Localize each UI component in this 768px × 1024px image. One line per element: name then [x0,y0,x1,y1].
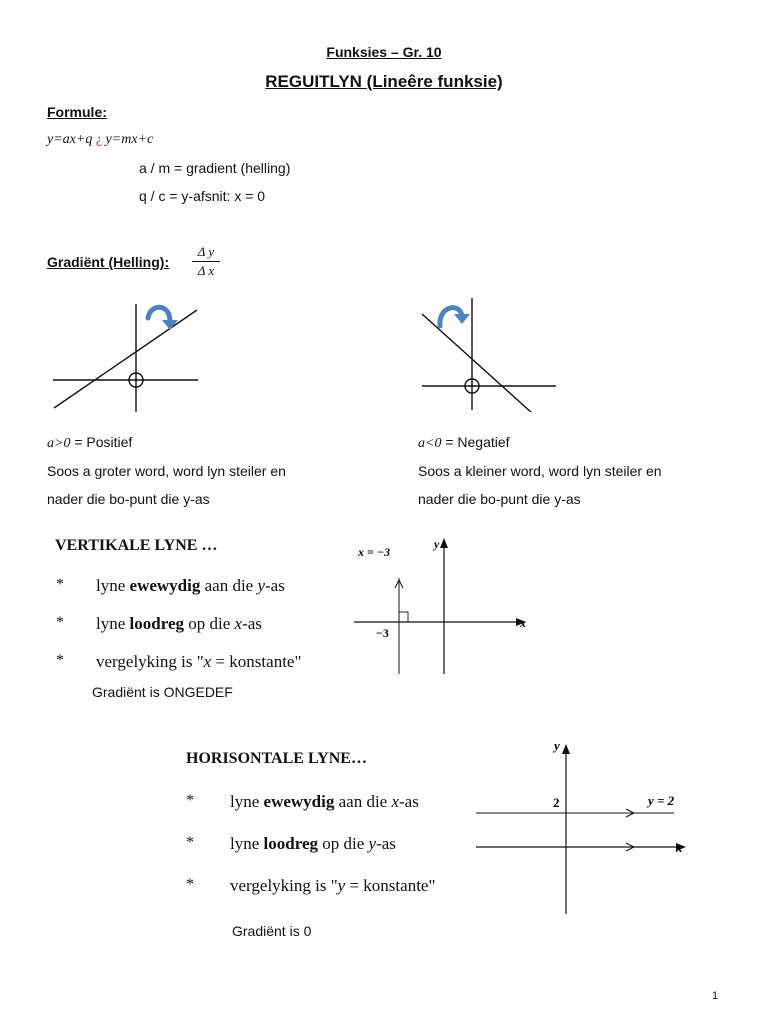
vertical-line-equation: x = −3 [358,545,391,559]
negative-line [422,314,542,412]
x-tick-label: −3 [376,626,389,640]
text-var: x [391,792,400,811]
horizontal-item-parallel [230,792,419,812]
text-bold: loodreg [129,614,184,633]
page-title: REGUITLYN (Lineêre funksie) [265,72,503,91]
y-axis-label: y [554,738,560,753]
formula-connector: ¿ [95,132,103,147]
vertical-item-perpendicular [96,614,262,634]
text-var: y [337,876,346,895]
negative-condition: a<0 [418,436,442,451]
negative-slope-graph [416,294,562,412]
horizontal-line-equation: y = 2 [648,793,675,808]
negative-desc-line1: Soos a kleiner word, word lyn steiler en [418,463,662,479]
negative-desc-line2: nader die bo-punt die y-as [418,491,581,507]
vertical-item-parallel [96,576,285,596]
positive-slope-graph [48,298,204,414]
text-part: lyne [230,834,264,853]
vertical-bullet-1: * [56,576,64,593]
positive-desc-line2: nader die bo-punt die y-as [47,491,210,507]
formula-expr-a: y=ax+q [47,132,93,147]
text-part: vergelyking is " [96,652,204,671]
text-var: y [368,834,377,853]
formula-expr-b: y=mx+c [105,132,154,147]
gradient-denominator: Δ x [197,263,215,278]
text-part: -as [242,614,262,633]
y-axis-label: y [434,537,440,551]
text-part: lyne [96,614,130,633]
horizontal-bullet-1: * [186,792,194,809]
text-bold: ewewydig [263,792,335,811]
horizontal-bullet-2: * [186,834,194,851]
text-part: = konstante" [211,652,302,671]
y-tick-label: 2 [553,795,560,810]
positive-condition: a>0 [47,436,71,451]
vertical-gradient-note: Gradiënt is ONGEDEF [92,684,233,700]
text-var: x [234,614,243,633]
subject-heading: Funksies – Gr. 10 [326,44,442,60]
vertical-heading: VERTIKALE LYNE … [55,537,218,554]
formula-heading: Formule: [47,104,107,120]
gradient-heading: Gradiënt (Helling): [47,254,170,270]
text-part: -as [399,792,419,811]
text-part: op die [184,614,235,633]
vertical-bullet-3: * [56,652,64,669]
text-part: op die [318,834,369,853]
horizontal-item-equation [230,876,435,896]
horizontal-heading: HORISONTALE LYNE… [186,750,367,767]
horizontal-item-perpendicular [230,834,396,854]
text-var: y [257,576,266,595]
right-angle-mark [399,612,408,622]
negative-word: = Negatief [441,434,510,450]
text-bold: ewewydig [129,576,201,595]
formula-expression [47,132,153,148]
text-var: x [203,652,212,671]
rotate-arrow-icon [440,308,470,326]
text-part: aan die [200,576,258,595]
horizontal-bullet-3: * [186,876,194,893]
text-part: lyne [230,792,264,811]
positive-word: = Positief [70,434,133,450]
positive-desc-line1: Soos a groter word, word lyn steiler en [47,463,286,479]
x-axis-label: x [676,840,683,855]
y-axis-arrow-icon [440,538,448,548]
fraction-bar [192,261,220,262]
vertical-bullet-2: * [56,614,64,631]
vertical-line-graph [350,534,530,676]
formula-gradient-line: a / m = gradient (helling) [139,160,291,176]
negative-label [418,434,510,452]
text-part: -as [376,834,396,853]
text-part: = konstante" [345,876,436,895]
horizontal-line-graph [474,734,696,918]
text-part: aan die [334,792,392,811]
text-part: vergelyking is " [230,876,338,895]
positive-line [54,310,197,408]
y-axis-arrow-icon [562,744,570,754]
formula-intercept-line: q / c = y-afsnit: x = 0 [139,188,266,204]
x-axis-label: x [520,616,526,630]
gradient-numerator: Δ y [197,244,215,259]
vertical-item-equation [96,652,301,672]
horizontal-gradient-note: Gradiënt is 0 [232,923,312,939]
positive-label [47,434,132,452]
text-part: -as [265,576,285,595]
text-part: lyne [96,576,130,595]
text-bold: loodreg [263,834,318,853]
page-number: 1 [712,990,719,1002]
gradient-fraction [192,244,220,279]
